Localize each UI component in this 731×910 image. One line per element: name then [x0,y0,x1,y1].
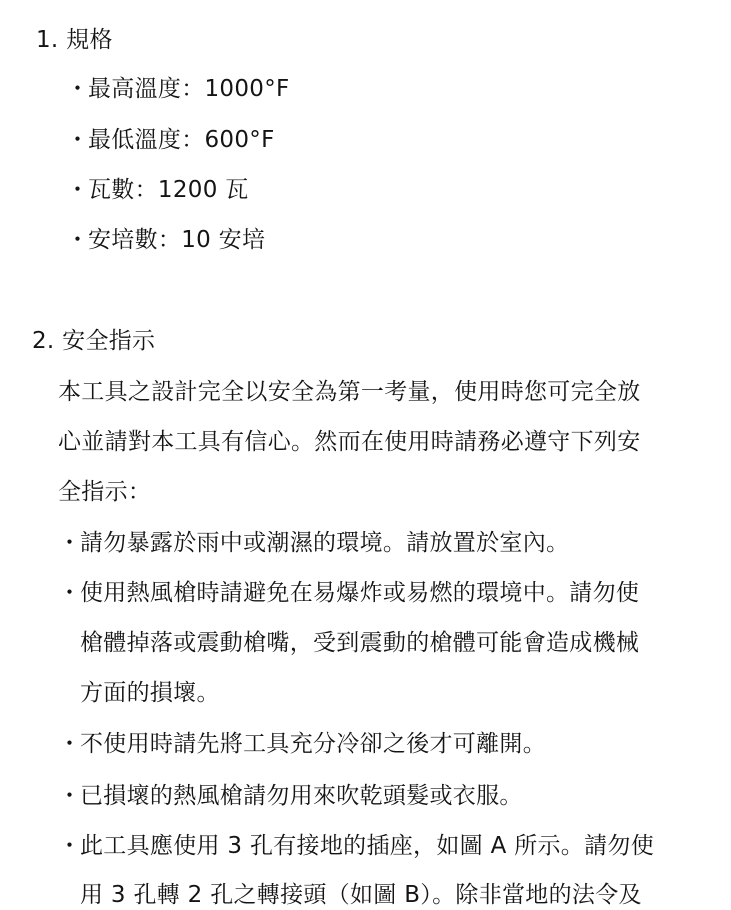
intro-line: 心並請對本工具有信心。然而在使用時請務必遵守下列安 [58,429,641,455]
safety-bullet-rain [58,528,569,558]
safety-bullet-cooldown [58,729,546,759]
intro-line: 本工具之設計完全以安全為第一考量，使用時您可完全放 [58,379,641,405]
safety-bullet-hair [58,781,523,811]
bullet-continuation: 方面的損壞。 [80,680,220,706]
bullet: ・ [58,530,82,556]
bullet: ・ [58,833,82,859]
bullet-text: 請勿暴露於雨中或潮濕的環境。請放置於室內。 [80,530,570,556]
safety-bullet-grounding [58,831,654,861]
bullet: ・ [58,580,82,606]
spec-text: 最高溫度：1000°F [88,76,290,102]
safety-bullet-explosive [58,578,639,608]
spec-text: 瓦數：1200 瓦 [88,177,249,203]
bullet: ・ [58,783,82,809]
section-1-heading: 1. 規格 [36,27,113,53]
bullet-text: 已損壞的熱風槍請勿用來吹乾頭髮或衣服。 [80,783,523,809]
spec-item-max-temp [66,74,290,104]
section-2-heading: 2. 安全指示 [32,328,156,354]
spec-text: 最低溫度：600°F [88,127,275,153]
bullet: ・ [66,227,90,253]
bullet-continuation: 用 3 孔轉 2 孔之轉接頭（如圖 B）。除非當地的法令及 [80,882,642,908]
bullet-text: 此工具應使用 3 孔有接地的插座，如圖 A 所示。請勿使 [80,833,655,859]
bullet: ・ [66,76,90,102]
spec-item-min-temp [66,125,275,155]
bullet: ・ [58,731,82,757]
intro-line: 全指示： [58,479,152,505]
bullet-text: 不使用時請先將工具充分冷卻之後才可離開。 [80,731,546,757]
spec-text: 安培數：10 安培 [88,227,266,253]
spec-item-amperage [66,225,265,255]
bullet: ・ [66,177,90,203]
bullet-continuation: 槍體掉落或震動槍嘴，受到震動的槍體可能會造成機械 [80,630,640,656]
spec-item-wattage [66,175,249,205]
bullet-text: 使用熱風槍時請避免在易爆炸或易燃的環境中。請勿使 [80,580,640,606]
bullet: ・ [66,127,90,153]
